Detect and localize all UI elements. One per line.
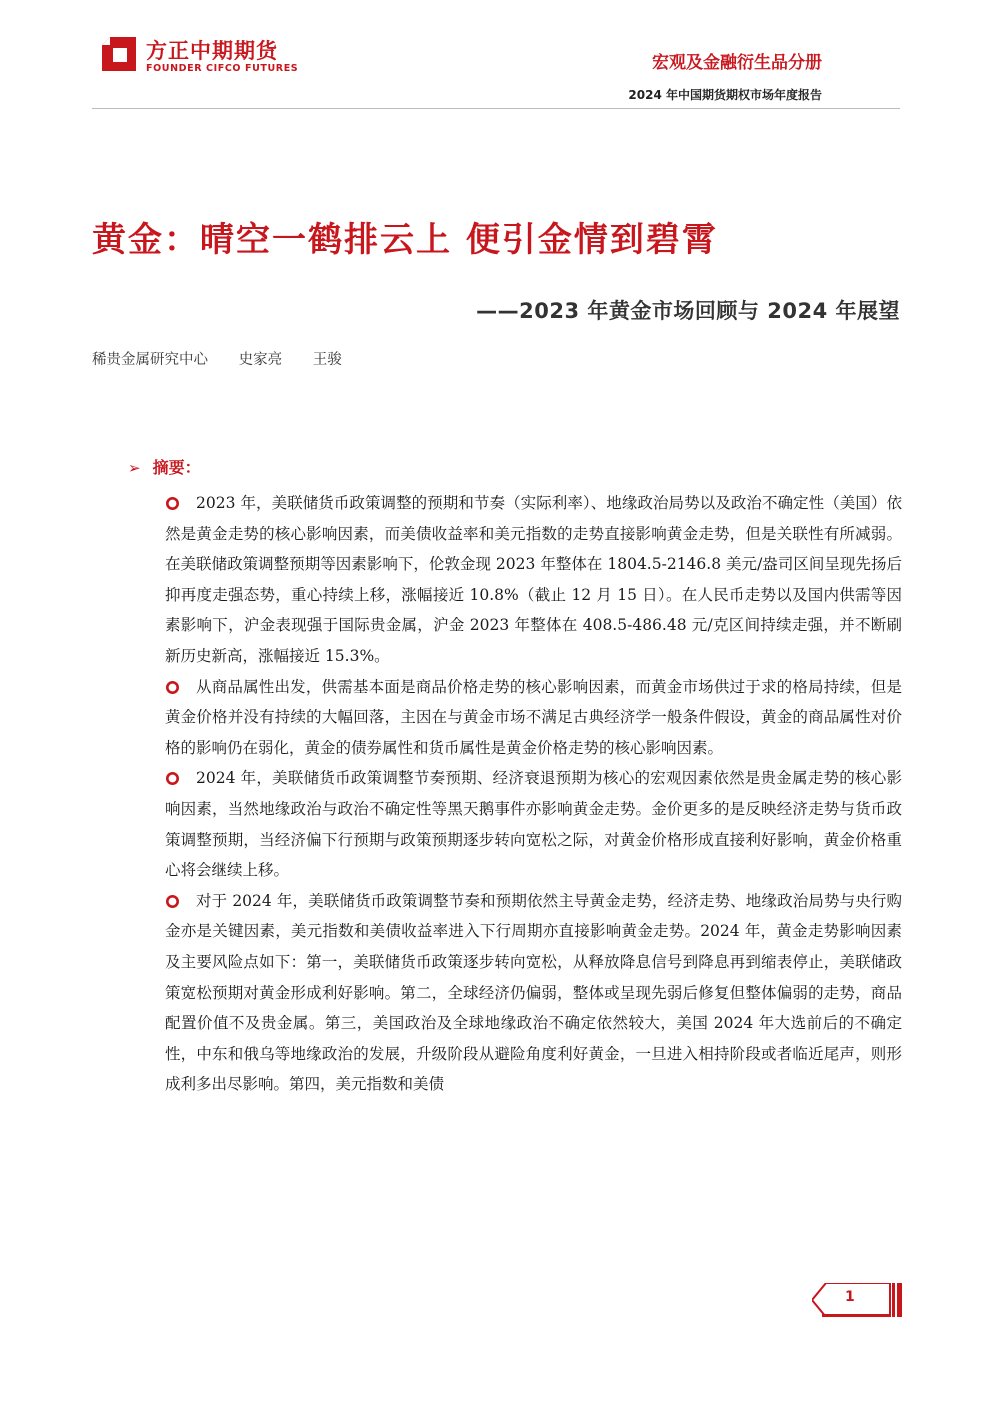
author-name: 王骏 (312, 352, 342, 368)
hollow-circle-bullet-icon (165, 496, 180, 511)
page-number-tab (812, 1283, 902, 1317)
page-subtitle: ——2023 年黄金市场回顾与 2024 年展望 (476, 299, 900, 323)
abstract-paragraph (165, 488, 902, 672)
abstract-heading-label: 摘要： (152, 458, 201, 477)
hollow-circle-bullet-icon (165, 771, 180, 786)
series-title: 宏观及金融衍生品分册 (652, 53, 822, 73)
hollow-circle-bullet-icon (165, 894, 180, 909)
page-title: 黄金：晴空一鹤排云上 便引金情到碧霄 (92, 220, 718, 260)
company-logo (100, 35, 340, 80)
page-number: 1 (845, 1289, 855, 1305)
arrow-bullet-icon: ➢ (128, 459, 141, 477)
logo-english-name: FOUNDER CIFCO FUTURES (146, 63, 299, 74)
logo-mark-icon (100, 35, 138, 73)
header-divider (92, 108, 900, 109)
logo-chinese-name: 方正中期期货 (146, 39, 278, 63)
hollow-circle-bullet-icon (165, 680, 180, 695)
paragraph-text: 对于 2024 年，美联储货币政策调整节奏和预期依然主导黄金走势，经济走势、地缘政治局势与央行购金亦是关键因素，美元指数和美债收益率进入下行周期亦直接影响黄金走势。2024 年，黄金走势影响因素及主要风险点如下：第一，美联储货币政策逐步转向宽松，从释放降息信号到降息再到缩表停止，美联储政策宽松预期对黄金形成利好影响。第二，全球经济仍偏弱，整体或呈现先弱后修复但整体偏弱的走势，商品配置价值不及贵金属。第三，美国政治及全球地缘政治不确定依然较大，美国 2024 年大选前后的不确定性，中东和俄乌等地缘政治的发展，升级阶段从避险角度利好黄金，一旦进入相持阶段或者临近尾声，则形成利多出尽影响。第四，美元指数和美债 (165, 891, 902, 1094)
research-department: 稀贵金属研究中心 (92, 352, 208, 368)
paragraph-text: 从商品属性出发，供需基本面是商品价格走势的核心影响因素，而黄金市场供过于求的格局持续，但是黄金价格并没有持续的大幅回落，主因在与黄金市场不满足古典经济学一般条件假设，黄金的商品属性对价格的影响仍在弱化，黄金的债券属性和货币属性是黄金价格走势的核心影响因素。 (165, 677, 902, 757)
paragraph-text: 2023 年，美联储货币政策调整的预期和节奏（实际利率）、地缘政治局势以及政治不确定性（美国）依然是黄金走势的核心影响因素，而美债收益率和美元指数的走势直接影响黄金走势，但是关联性有所减弱。在美联储政策调整预期等因素影响下，伦敦金现 2023 年整体在 1804.5-2146.8 美元/盎司区间呈现先扬后抑再度走强态势，重心持续上移，涨幅接近 10.8%（截止 12 月 15 日）。在人民币走势以及国内供需等因素影响下，沪金表现强于国际贵金属，沪金 2023 年整体在 408.5-486.48 元/克区间持续走强，并不断刷新历史新高，涨幅接近 15.3%。 (165, 494, 902, 665)
abstract-paragraph (165, 763, 902, 885)
paragraph-text: 2024 年，美联储货币政策调整节奏预期、经济衰退预期为核心的宏观因素依然是贵金属走势的核心影响因素，当然地缘政治与政治不确定性等黑天鹅事件亦影响黄金走势。金价更多的是反映经济走势与货币政策调整预期，当经济偏下行预期与政策预期逐步转向宽松之际，对黄金价格形成直接利好影响，黄金价格重心将会继续上移。 (165, 769, 902, 880)
abstract-heading (128, 455, 201, 478)
author-line (92, 348, 368, 369)
abstract-paragraph (165, 672, 902, 764)
author-name: 史家亮 (238, 352, 283, 368)
abstract-body (165, 488, 902, 1100)
abstract-paragraph (165, 886, 902, 1100)
report-title: 2024 年中国期货期权市场年度报告 (628, 88, 822, 102)
